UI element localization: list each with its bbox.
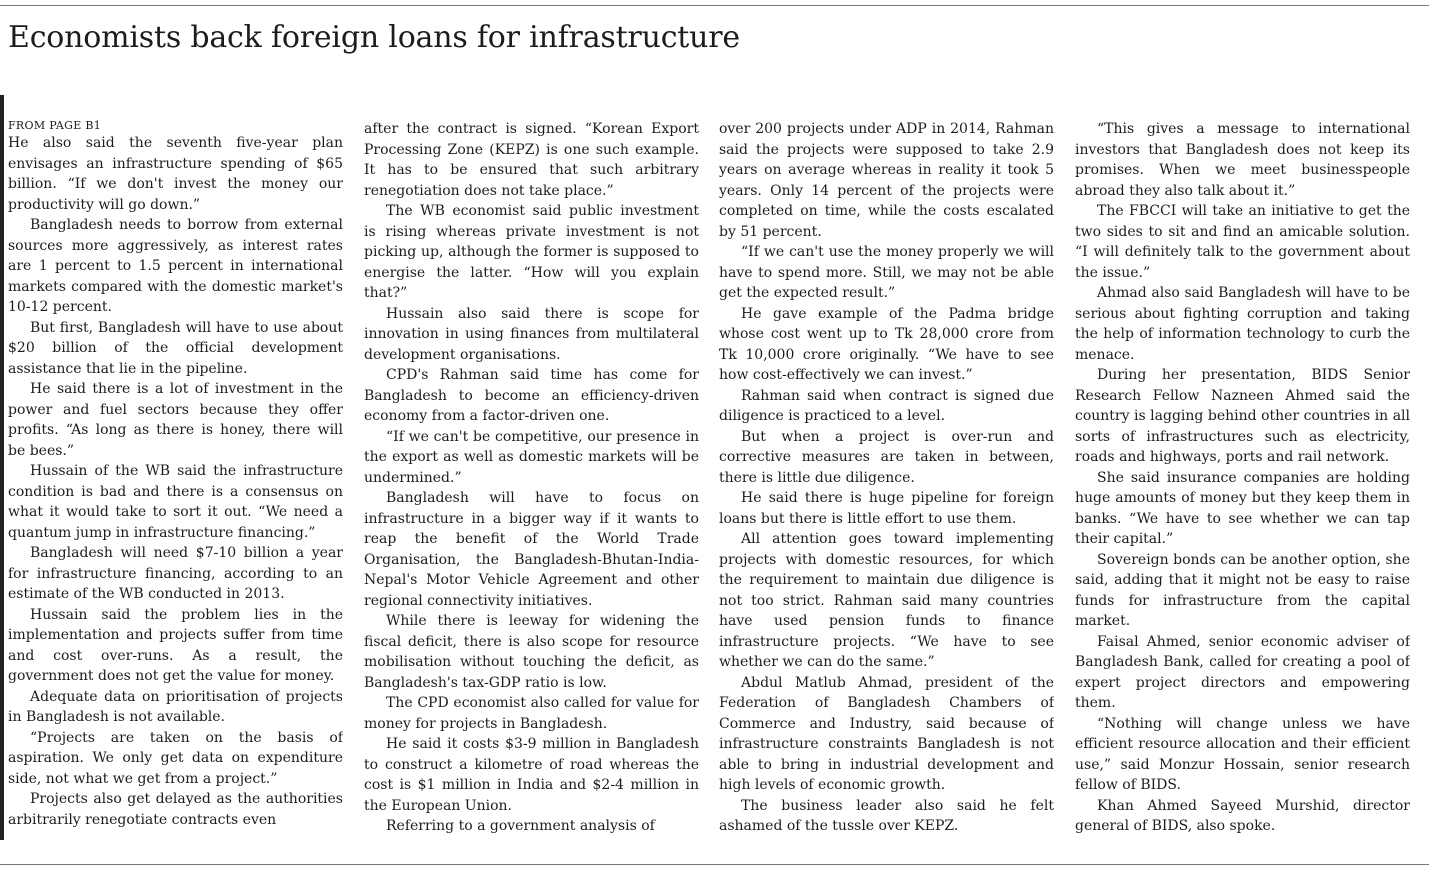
headline: Economists back foreign loans for infrastructure [8, 20, 740, 55]
paragraph: Referring to a government analysis of [386, 818, 655, 834]
paragraph: Adequate data on prioritisation of projects in Bangladesh is not available. [8, 688, 343, 725]
article-column-1 [8, 119, 343, 844]
paragraph: She said insurance companies are holding huge amounts of money but they keep them in banks. “We have to see whether we can tap their capital.” [1075, 469, 1410, 547]
paragraph: CPD's Rahman said time has come for Bangladesh to become an efficiency-driven economy from a factor-driven one. [364, 367, 699, 424]
top-rule [0, 5, 1429, 6]
paragraph: Sovereign bonds can be another option, she said, adding that it might not be easy to raise funds for infrastructure from the capital market. [1075, 551, 1410, 629]
paragraph: The FBCCI will take an initiative to get the two sides to sit and find an amicable solution. “I will definitely talk to the government about the issue.” [1075, 203, 1410, 281]
paragraph: The WB economist said public investment is rising whereas private investment is not picking up, although the former is supposed to energise the latter. “How will you explain that?” [364, 203, 699, 301]
article-column-2 [364, 119, 699, 844]
article-column-4 [1075, 119, 1410, 844]
paragraph: “Nothing will change unless we have efficient resource allocation and their efficient use,” said Monzur Hossain, senior research fellow of BIDS. [1075, 715, 1410, 793]
paragraph: Ahmad also said Bangladesh will have to be serious about fighting corruption and taking the help of information technology to curb the menace. [1075, 285, 1410, 363]
paragraph: “This gives a message to international investors that Bangladesh does not keep its promises. When we meet businesspeople abroad they also talk about it.” [1075, 121, 1410, 199]
paragraph: “If we can't be competitive, our presence in the export as well as domestic markets will be undermined.” [364, 428, 699, 486]
article-column-3 [719, 119, 1054, 844]
paragraph: Bangladesh will need $7-10 billion a year for infrastructure financing, according to an estimate of the WB conducted in 2013. [8, 545, 343, 602]
paragraph: The CPD economist also called for value for money for projects in Bangladesh. [364, 695, 699, 732]
paragraph: He said there is huge pipeline for foreign loans but there is little effort to use them. [719, 490, 1054, 527]
paragraph: after the contract is signed. “Korean Export Processing Zone (KEPZ) is one such example. It has to be ensured that such arbitrary renegotiation does not take place.” [364, 121, 699, 199]
paragraph: Khan Ahmed Sayeed Murshid, director general of BIDS, also spoke. [1075, 797, 1410, 834]
paragraph: “If we can't use the money properly we will have to spend more. Still, we may not be able get the expected result.” [719, 244, 1054, 301]
paragraph: But when a project is over-run and corrective measures are taken in between, there is little due diligence. [719, 428, 1054, 486]
paragraph: Abdul Matlub Ahmad, president of the Federation of Bangladesh Chambers of Commerce and Industry, said because of infrastructure constraints Bangladesh is not able to bring in industrial development and high levels of economic growth. [719, 674, 1054, 793]
paragraph: Hussain also said there is scope for innovation in using finances from multilateral development organisations. [364, 305, 699, 363]
paragraph: He also said the seventh five-year plan envisages an infrastructure spending of $65 billion. “If we don't invest the money our productivity will go down.” [8, 135, 343, 213]
paragraph: During her presentation, BIDS Senior Research Fellow Nazneen Ahmed said the country is lagging behind other countries in all sorts of infrastructures such as electricity, roads and highways, ports and rail network. [1075, 367, 1410, 465]
paragraph: He gave example of the Padma bridge whose cost went up to Tk 28,000 crore from Tk 10,000 crore originally. “We have to see how cost-effectively we can invest.” [719, 305, 1054, 383]
paragraph: Bangladesh will have to focus on infrastructure in a bigger way if it wants to reap the benefit of the World Trade Organisation, the Bangladesh-Bhutan-India-Nepal's Motor Vehicle Agreement and other regional connectivity initiatives. [364, 490, 699, 609]
paragraph: Bangladesh needs to borrow from external sources more aggressively, as interest rates are 1 percent to 1.5 percent in international markets compared with the domestic market's 10-12 percent. [8, 217, 343, 315]
left-margin-bar [0, 95, 4, 840]
bottom-rule [0, 864, 1429, 865]
paragraph: All attention goes toward implementing projects with domestic resources, for which the requirement to maintain due diligence is not too strict. Rahman said many countries have used pension funds to finance infrastructure projects. “We have to see whether we can do the same.” [719, 531, 1054, 670]
paragraph: over 200 projects under ADP in 2014, Rahman said the projects were supposed to take 2.9 years on average whereas in reality it took 5 years. Only 14 percent of the projects were completed on time, while the costs escalated by 51 percent. [719, 121, 1054, 240]
paragraph: But first, Bangladesh will have to use about $20 billion of the official development assistance that lie in the pipeline. [8, 319, 343, 377]
paragraph: He said it costs $3-9 million in Bangladesh to construct a kilometre of road whereas the cost is $1 million in India and $2-4 million in the European Union. [364, 736, 699, 814]
paragraph: Projects also get delayed as the authorities arbitrarily renegotiate contracts even [8, 791, 343, 828]
paragraph: The business leader also said he felt ashamed of the tussle over KEPZ. [719, 797, 1054, 834]
paragraph: Hussain said the problem lies in the implementation and projects suffer from time and cost over-runs. As a result, the government does not get the value for money. [8, 606, 343, 684]
paragraph: While there is leeway for widening the fiscal deficit, there is also scope for resource mobilisation without touching the deficit, as Bangladesh's tax-GDP ratio is low. [364, 613, 699, 691]
paragraph: Faisal Ahmed, senior economic adviser of Bangladesh Bank, called for creating a pool of expert project directors and empowering them. [1075, 633, 1410, 711]
from-page-label: FROM PAGE B1 [8, 119, 102, 132]
paragraph: He said there is a lot of investment in the power and fuel sectors because they offer profits. “As long as there is honey, there will be bees.” [8, 381, 343, 459]
paragraph: Rahman said when contract is signed due diligence is practiced to a level. [719, 387, 1054, 424]
paragraph: “Projects are taken on the basis of aspiration. We only get data on expenditure side, not what we get from a project.” [8, 729, 343, 787]
paragraph: Hussain of the WB said the infrastructure condition is bad and there is a consensus on what it would take to sort it out. “We need a quantum jump in infrastructure financing.” [8, 463, 343, 541]
